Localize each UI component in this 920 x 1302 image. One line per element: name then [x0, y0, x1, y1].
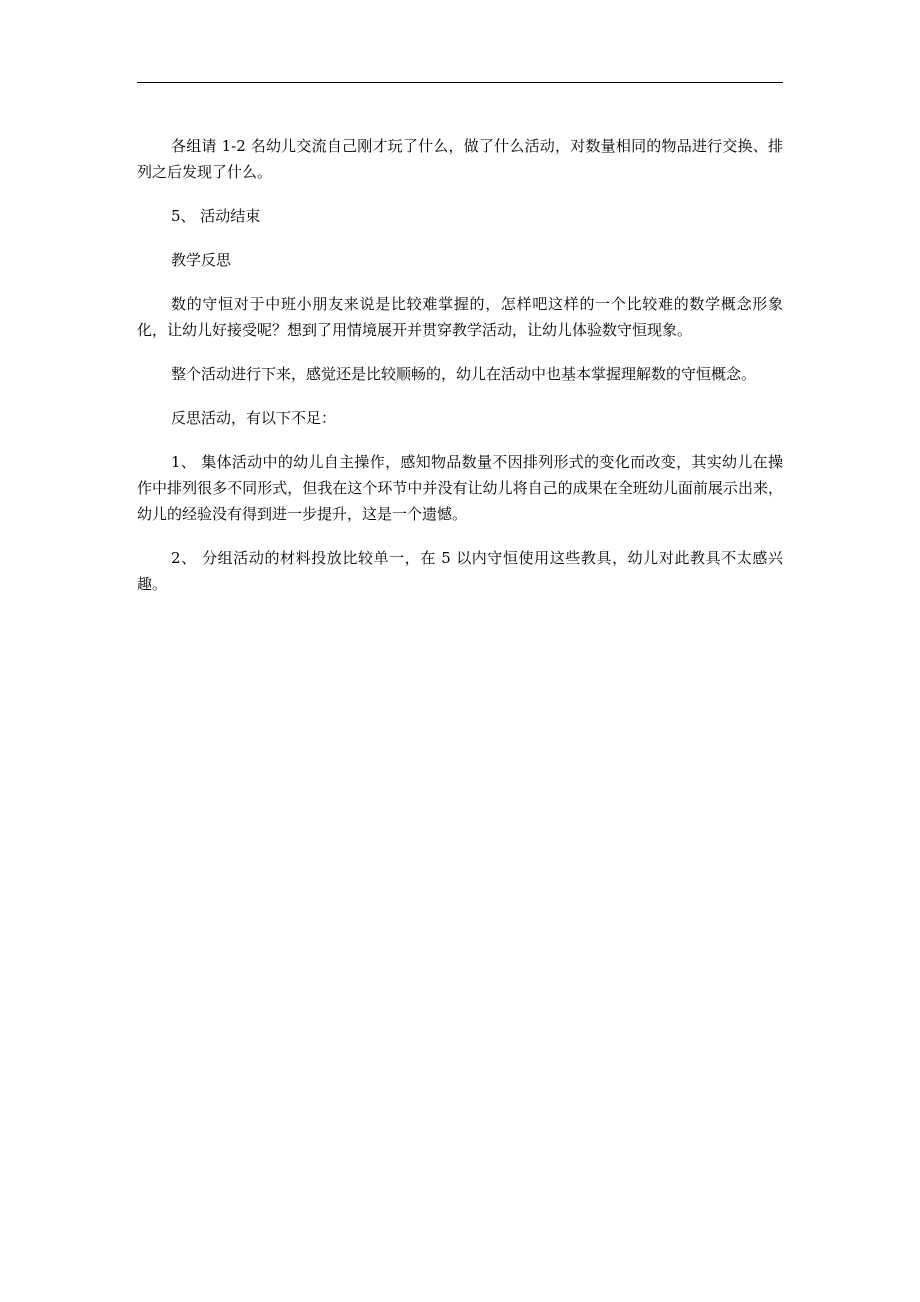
header-rule	[137, 82, 783, 83]
paragraph-shortcoming-1: 1、 集体活动中的幼儿自主操作，感知物品数量不因排列形式的变化而改变，其实幼儿在操作中排列很多不同形式，但我在这个环节中并没有让幼儿将自己的成果在全班幼儿面前展示出来，幼儿的经验没有得到进一步提升，这是一个遗憾。	[137, 453, 783, 523]
document-body	[137, 133, 783, 615]
paragraph-teaching-reflection-heading: 教学反思	[171, 251, 232, 269]
paragraph-shortcoming-2: 2、 分组活动的材料投放比较单一，在 5 以内守恒使用这些教具，幼儿对此教具不太感兴趣。	[137, 549, 783, 593]
paragraph-overall-activity: 整个活动进行下来，感觉还是比较顺畅的，幼儿在活动中也基本掌握理解数的守恒概念。	[171, 365, 757, 383]
paragraph-number-conservation: 数的守恒对于中班小朋友来说是比较难掌握的，怎样吧这样的一个比较难的数学概念形象化，让幼儿好接受呢？想到了用情境展开并贯穿教学活动，让幼儿体验数守恒现象。	[137, 295, 783, 339]
paragraph-activity-end: 5、 活动结束	[171, 207, 261, 225]
paragraph-exchange-discussion: 各组请 1-2 名幼儿交流自己刚才玩了什么，做了什么活动，对数量相同的物品进行交换、排列之后发现了什么。	[137, 137, 783, 181]
paragraph-shortcomings-intro: 反思活动，有以下不足：	[171, 409, 337, 427]
